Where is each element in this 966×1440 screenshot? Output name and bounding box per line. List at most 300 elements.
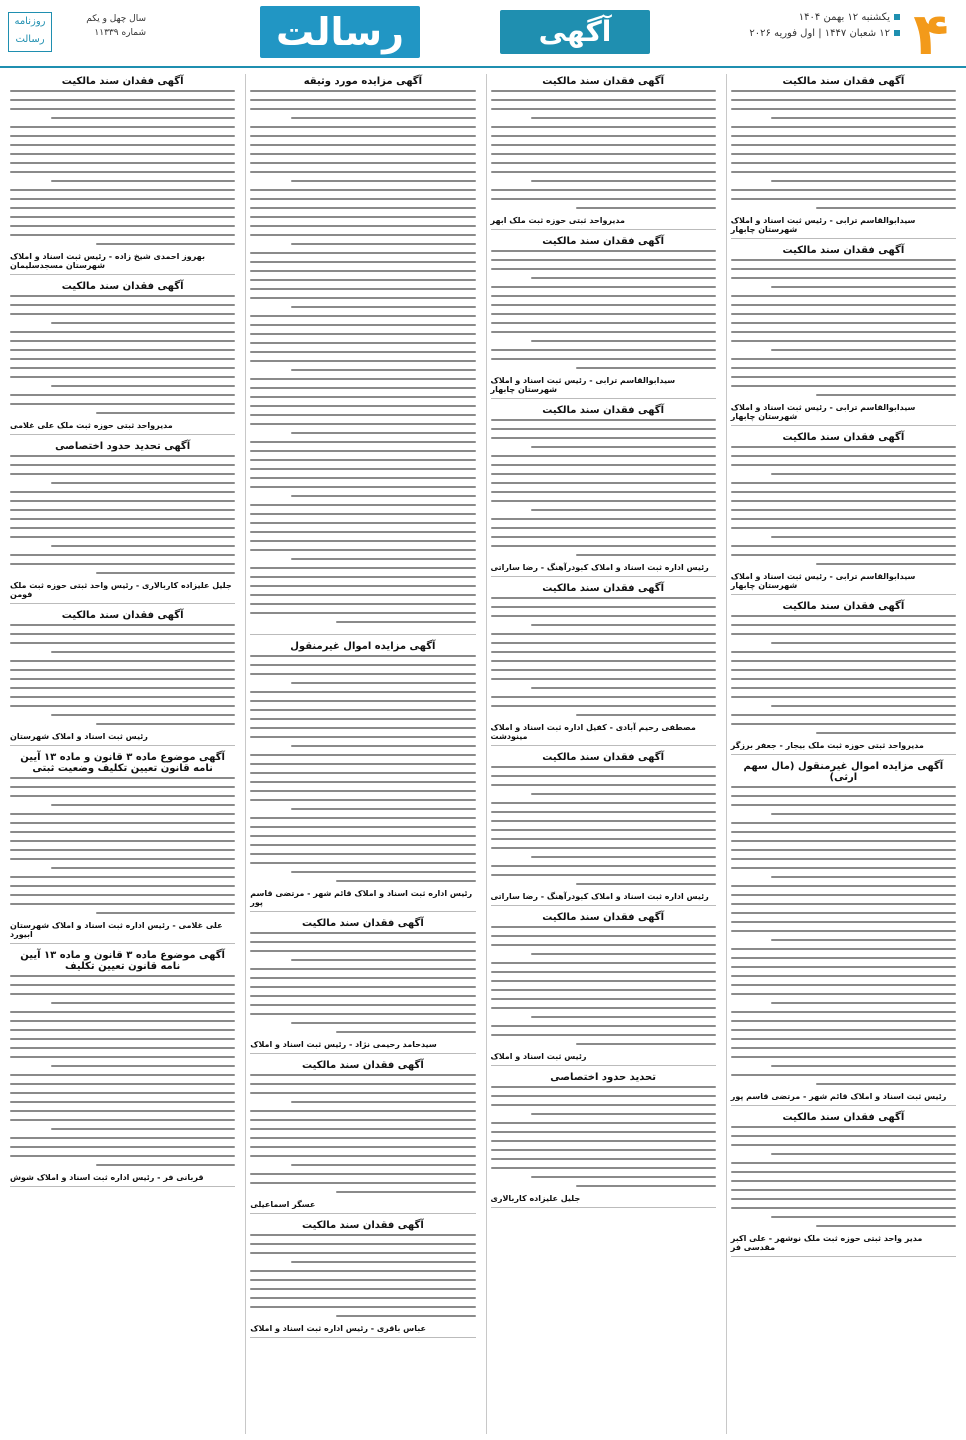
text-line [10, 1056, 235, 1058]
classified-ad [10, 441, 235, 604]
text-line [336, 1191, 476, 1193]
text-line [771, 117, 956, 119]
text-line [10, 108, 235, 110]
text-line [771, 705, 956, 707]
text-line [731, 1180, 956, 1182]
text-line [731, 975, 956, 977]
text-line [491, 518, 716, 520]
text-line [771, 1065, 956, 1067]
ad-title: آگهی فقدان سند مالکیت [61, 76, 184, 87]
text-line [731, 1020, 956, 1022]
text-line [731, 144, 956, 146]
text-line [491, 944, 716, 946]
text-line [291, 1022, 476, 1024]
text-line [51, 117, 236, 119]
text-line [10, 1074, 235, 1076]
text-line [250, 405, 475, 407]
text-line [491, 126, 716, 128]
text-line [250, 126, 475, 128]
text-line [10, 975, 235, 977]
text-line [576, 554, 716, 556]
ad-title: آگهی فقدان سند مالکیت [301, 918, 424, 929]
text-line [816, 563, 956, 565]
ad-title: آگهی فقدان سند مالکیت [542, 752, 665, 763]
ad-body-text [250, 90, 475, 623]
date-persian-text: یکشنبه ۱۲ بهمن ۱۴۰۴ [798, 12, 890, 23]
text-line [250, 709, 475, 711]
text-line [491, 250, 716, 252]
text-line [10, 813, 235, 815]
text-line [291, 808, 476, 810]
text-line [731, 322, 956, 324]
text-line [250, 968, 475, 970]
text-line [10, 642, 235, 644]
text-line [250, 1074, 475, 1076]
text-line [491, 1007, 716, 1009]
text-line [731, 509, 956, 511]
text-line [491, 527, 716, 529]
ad-body-text [491, 1086, 716, 1187]
text-line [10, 313, 235, 315]
text-line [731, 554, 956, 556]
classified-ad [731, 432, 956, 595]
text-line [96, 723, 236, 725]
text-line [731, 277, 956, 279]
text-line [10, 840, 235, 842]
text-line [771, 349, 956, 351]
text-line [250, 585, 475, 587]
text-line [250, 189, 475, 191]
text-line [10, 144, 235, 146]
text-line [491, 135, 716, 137]
text-line [731, 804, 956, 806]
text-line [250, 1297, 475, 1299]
ad-title: آگهی فقدان سند مالکیت [301, 1220, 424, 1231]
text-line [51, 804, 236, 806]
text-line [771, 1153, 956, 1155]
ad-body-text [10, 624, 235, 725]
text-line [10, 660, 235, 662]
text-line [491, 171, 716, 173]
ad-title: آگهی موضوع ماده ۳ قانون و ماده ۱۳ آیین نامه قانون تعیین تکلیف وضعیت ثبتی [20, 752, 225, 774]
text-line [96, 243, 236, 245]
text-line [491, 597, 716, 599]
text-line [816, 394, 956, 396]
text-line [250, 225, 475, 227]
text-line [10, 394, 235, 396]
text-line [250, 1182, 475, 1184]
text-line [731, 687, 956, 689]
text-line [491, 1131, 716, 1133]
text-line [771, 180, 956, 182]
text-line [491, 829, 716, 831]
text-line [291, 117, 476, 119]
text-line [10, 189, 235, 191]
ad-body-text [250, 1074, 475, 1193]
text-line [250, 664, 475, 666]
text-line [51, 1065, 236, 1067]
text-line [731, 153, 956, 155]
text-line [10, 1011, 235, 1013]
text-line [10, 894, 235, 896]
text-line [250, 171, 475, 173]
text-line [731, 867, 956, 869]
text-line [250, 1119, 475, 1121]
text-line [731, 358, 956, 360]
text-line [531, 1113, 716, 1115]
text-line [250, 513, 475, 515]
text-line [250, 378, 475, 380]
text-line [731, 1171, 956, 1173]
text-line [250, 844, 475, 846]
text-line [250, 817, 475, 819]
text-line [10, 135, 235, 137]
text-line [491, 606, 716, 608]
text-line [10, 207, 235, 209]
text-line [491, 678, 716, 680]
ad-signature: عسگر اسماعیلی [250, 1200, 316, 1209]
text-line [491, 500, 716, 502]
text-line [491, 90, 716, 92]
text-line [10, 687, 235, 689]
ad-signature: مدیرواحد ثبتی حوزه ثبت ملک ابهر [490, 216, 625, 225]
text-line [731, 831, 956, 833]
text-line [531, 446, 716, 448]
classified-ad [10, 752, 235, 944]
ad-title: آگهی فقدان سند مالکیت [782, 245, 905, 256]
text-line [491, 189, 716, 191]
ad-title: آگهی تحدید حدود اختصاصی [55, 441, 191, 452]
text-line [250, 977, 475, 979]
text-line [491, 980, 716, 982]
text-line [250, 790, 475, 792]
text-line [96, 912, 236, 914]
text-line [51, 1128, 236, 1130]
issue-info [8, 12, 148, 52]
classified-ad [491, 583, 716, 746]
ad-body-text [491, 250, 716, 369]
text-line [250, 1092, 475, 1094]
text-line [250, 862, 475, 864]
text-line [771, 1002, 956, 1004]
text-line [250, 531, 475, 533]
text-line [250, 549, 475, 551]
text-line [531, 624, 716, 626]
text-line [250, 781, 475, 783]
text-line [250, 198, 475, 200]
text-line [10, 1038, 235, 1040]
text-line [250, 342, 475, 344]
text-line [10, 705, 235, 707]
text-line [291, 243, 476, 245]
text-line [250, 153, 475, 155]
ad-title: آگهی فقدان سند مالکیت [782, 76, 905, 87]
text-line [816, 1083, 956, 1085]
text-line [291, 1164, 476, 1166]
text-line [731, 455, 956, 457]
ad-column [486, 74, 720, 1434]
text-line [491, 358, 716, 360]
text-line [531, 180, 716, 182]
classified-ad [250, 76, 475, 635]
text-line [10, 473, 235, 475]
text-line [96, 412, 236, 414]
classified-ad [731, 245, 956, 426]
ad-body-text [250, 932, 475, 1033]
text-line [10, 1137, 235, 1139]
text-line [731, 108, 956, 110]
ad-signature: رئیس ثبت اسناد و املاک شهرستان [10, 732, 148, 741]
text-line [531, 1016, 716, 1018]
ad-title: آگهی فقدان سند مالکیت [542, 912, 665, 923]
text-line [576, 367, 716, 369]
text-line [731, 295, 956, 297]
text-line [491, 1086, 716, 1088]
text-line [51, 867, 236, 869]
text-line [250, 540, 475, 542]
text-line [731, 984, 956, 986]
text-line [250, 504, 475, 506]
text-line [250, 351, 475, 353]
text-line [250, 700, 475, 702]
classified-ad [10, 76, 235, 275]
ad-body-text [731, 90, 956, 209]
text-line [731, 446, 956, 448]
text-line [491, 847, 716, 849]
text-line [250, 1110, 475, 1112]
ad-body-text [731, 615, 956, 734]
date-persian [750, 10, 900, 26]
text-line [491, 874, 716, 876]
text-line [771, 1216, 956, 1218]
text-line [491, 482, 716, 484]
text-line [250, 423, 475, 425]
text-line [816, 1225, 956, 1227]
text-line [731, 171, 956, 173]
text-line [731, 894, 956, 896]
text-line [10, 99, 235, 101]
classified-ad [491, 236, 716, 399]
text-line [10, 1155, 235, 1157]
text-line [491, 935, 716, 937]
text-line [250, 396, 475, 398]
text-line [731, 268, 956, 270]
text-line [731, 340, 956, 342]
ad-body-text [731, 786, 956, 1085]
text-line [51, 651, 236, 653]
text-line [10, 696, 235, 698]
text-line [576, 207, 716, 209]
text-line [10, 876, 235, 878]
text-line [731, 795, 956, 797]
ad-signature: قربانی فر - رئیس اداره ثبت اسناد و املاک شوش [10, 1173, 204, 1182]
text-line [731, 376, 956, 378]
ad-body-text [250, 655, 475, 882]
classified-ad [491, 405, 716, 577]
text-line [491, 651, 716, 653]
ad-body-text [491, 597, 716, 716]
text-line [10, 358, 235, 360]
text-line [10, 678, 235, 680]
text-line [731, 1198, 956, 1200]
text-line [291, 495, 476, 497]
text-line [531, 793, 716, 795]
text-line [10, 527, 235, 529]
text-line [731, 849, 956, 851]
text-line [491, 1025, 716, 1027]
text-line [491, 784, 716, 786]
ad-body-text [10, 777, 235, 914]
text-line [731, 500, 956, 502]
text-line [250, 1013, 475, 1015]
classified-ad [10, 281, 235, 435]
text-line [491, 811, 716, 813]
text-line [491, 1140, 716, 1142]
ad-title: تحدید حدود اختصاصی [550, 1072, 656, 1083]
text-line [531, 509, 716, 511]
ad-signature: عباس باقری - رئیس اداره ثبت اسناد و املاک [250, 1324, 426, 1333]
text-line [250, 324, 475, 326]
text-line [491, 926, 716, 928]
text-line [491, 865, 716, 867]
text-line [10, 500, 235, 502]
text-line [731, 885, 956, 887]
text-line [10, 90, 235, 92]
text-line [10, 858, 235, 860]
classified-ad [731, 601, 956, 755]
text-line [771, 473, 956, 475]
text-line [250, 853, 475, 855]
ad-signature: سیدابوالقاسم ترابی - رئیس ثبت اسناد و املاک شهرستان چابهار [730, 572, 916, 590]
text-line [731, 624, 956, 626]
text-line [491, 545, 716, 547]
text-line [491, 108, 716, 110]
text-line [250, 1252, 475, 1254]
ad-body-text [10, 975, 235, 1166]
text-line [731, 912, 956, 914]
text-line [250, 1173, 475, 1175]
text-line [250, 522, 475, 524]
ad-body-text [491, 926, 716, 1045]
text-line [291, 1261, 476, 1263]
text-line [250, 1279, 475, 1281]
text-line [250, 736, 475, 738]
text-line [491, 349, 716, 351]
text-line [576, 1185, 716, 1187]
text-line [10, 554, 235, 556]
text-line [250, 691, 475, 693]
ad-body-text [491, 419, 716, 556]
text-line [250, 1155, 475, 1157]
text-line [10, 903, 235, 905]
text-line [491, 1034, 716, 1036]
text-line [10, 624, 235, 626]
text-line [731, 1047, 956, 1049]
text-line [731, 545, 956, 547]
text-line [491, 1149, 716, 1151]
text-line [10, 376, 235, 378]
text-line [531, 340, 716, 342]
text-line [291, 682, 476, 684]
text-line [336, 1031, 476, 1033]
text-line [250, 108, 475, 110]
classified-ad [250, 641, 475, 912]
text-line [731, 1135, 956, 1137]
text-line [250, 567, 475, 569]
ad-body-text [491, 766, 716, 885]
text-line [531, 953, 716, 955]
text-line [491, 615, 716, 617]
classified-ad [731, 761, 956, 1106]
ad-signature: سیدحامد رحیمی نژاد - رئیس ثبت اسناد و املاک [250, 1040, 437, 1049]
text-line [336, 1315, 476, 1317]
text-line [10, 234, 235, 236]
text-line [10, 518, 235, 520]
ad-body-text [731, 259, 956, 396]
text-line [250, 772, 475, 774]
ad-body-text [731, 446, 956, 565]
text-line [250, 1270, 475, 1272]
text-line [250, 270, 475, 272]
text-line [491, 286, 716, 288]
text-line [250, 986, 475, 988]
text-line [771, 876, 956, 878]
text-line [731, 198, 956, 200]
issue-meta [58, 12, 146, 40]
text-line [10, 563, 235, 565]
text-line [51, 545, 236, 547]
text-line [336, 880, 476, 882]
text-line [250, 941, 475, 943]
text-line [10, 1020, 235, 1022]
text-line [250, 1146, 475, 1148]
text-line [731, 903, 956, 905]
text-line [291, 959, 476, 961]
text-line [291, 871, 476, 873]
text-line [250, 1083, 475, 1085]
square-bullet-icon [894, 30, 900, 36]
text-line [10, 455, 235, 457]
text-line [51, 1002, 236, 1004]
text-line [491, 696, 716, 698]
text-line [491, 1158, 716, 1160]
text-line [576, 1043, 716, 1045]
text-line [10, 984, 235, 986]
text-line [491, 99, 716, 101]
text-line [491, 259, 716, 261]
text-line [491, 198, 716, 200]
text-line [250, 727, 475, 729]
text-line [731, 189, 956, 191]
text-line [250, 826, 475, 828]
text-line [10, 153, 235, 155]
text-line [731, 1189, 956, 1191]
text-line [491, 153, 716, 155]
classified-ad [731, 1112, 956, 1257]
text-line [491, 1104, 716, 1106]
date-other-text: ۱۲ شعبان ۱۴۴۷ | اول فوریه ۲۰۲۶ [749, 28, 890, 39]
ad-body-text [491, 90, 716, 209]
text-line [10, 831, 235, 833]
text-line [491, 775, 716, 777]
text-line [491, 295, 716, 297]
text-line [10, 795, 235, 797]
text-line [816, 732, 956, 734]
ad-title: آگهی فقدان سند مالکیت [542, 76, 665, 87]
text-line [250, 360, 475, 362]
text-line [816, 207, 956, 209]
text-line [491, 437, 716, 439]
